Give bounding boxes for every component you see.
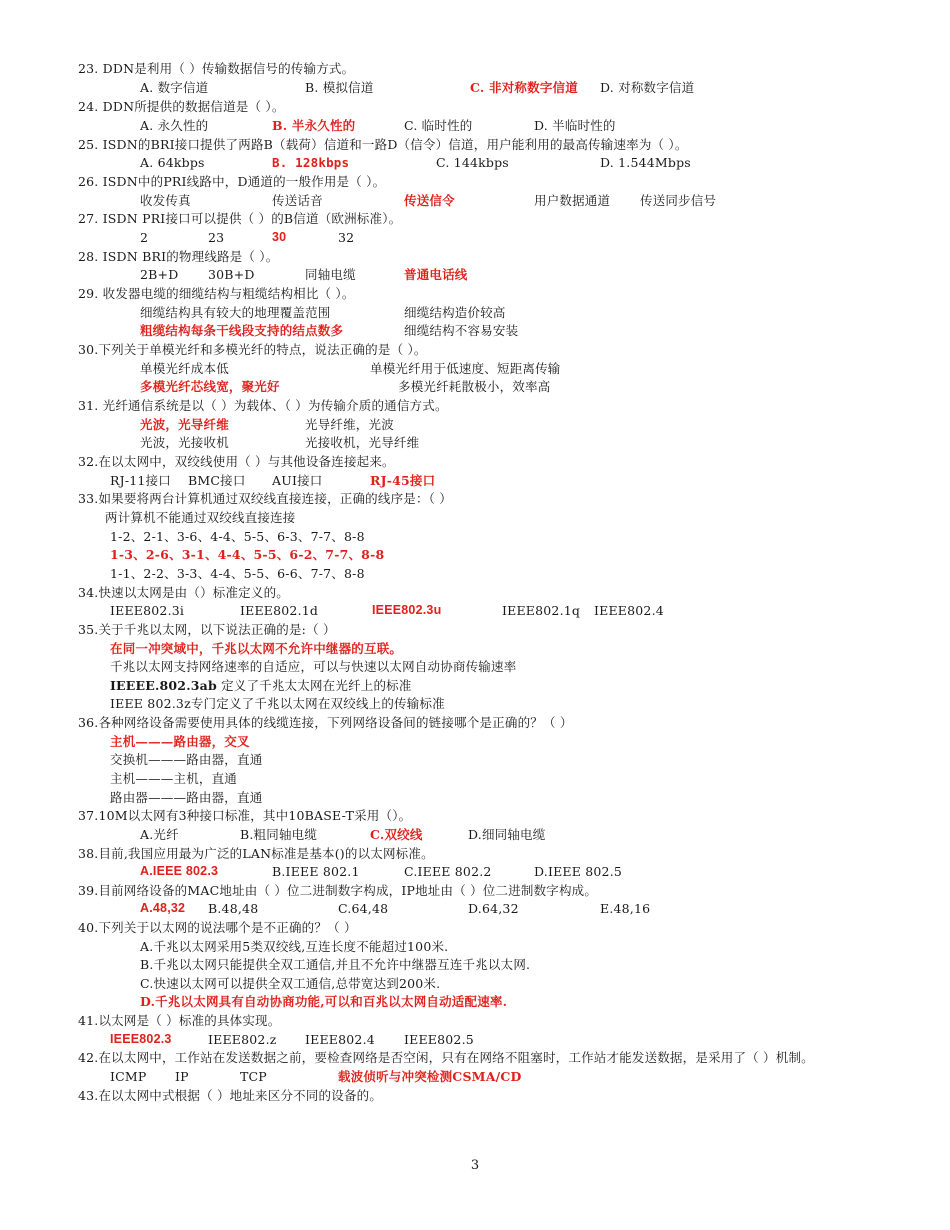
q31-option-c: 光波，光接收机	[140, 435, 229, 450]
q36-option-c: 主机———主机，直通	[110, 771, 238, 786]
q32-option-d-answer: RJ-45接口	[370, 473, 436, 488]
q42-option-b: IP	[175, 1069, 189, 1084]
q24-option-c: C. 临时性的	[404, 118, 473, 133]
q39-option-b: B.48,48	[208, 901, 259, 916]
q26-option-a: 收发传真	[140, 193, 191, 208]
q41-option-c: IEEE802.4	[305, 1032, 375, 1047]
q23-option-d: D. 对称数字信道	[600, 80, 695, 95]
q32-option-a: RJ-11接口	[110, 473, 171, 488]
q34-option-a: IEEE802.3i	[110, 603, 185, 618]
q39-option-d: D.64,32	[468, 901, 519, 916]
question-33-stem: 33.如果要将两台计算机通过双绞线直接连接，正确的线序是：（ ）	[78, 491, 453, 506]
q35-option-c-text: 定义了千兆太太网在光纤上的标准	[216, 678, 412, 693]
q33-option-c-answer: 1-3、2-6、3-1、4-4、5-5、6-2、7-7、8-8	[110, 547, 385, 562]
q42-option-d-answer: 载波侦听与冲突检测CSMA/CD	[338, 1069, 522, 1084]
q35-option-b: 千兆以太网支持网络速率的自适应，可以与快速以太网自动协商传输速率	[110, 659, 517, 674]
q36-option-a-answer: 主机———路由器，交叉	[110, 734, 250, 749]
q34-option-e: IEEE802.4	[594, 603, 664, 618]
q25-option-c: C. 144kbps	[436, 155, 509, 170]
q39-option-a-answer: A.48,32	[140, 901, 186, 915]
q40-option-b: B.千兆以太网只能提供全双工通信,并且不允许中继器互连千兆以太网.	[140, 957, 531, 972]
question-24-stem: 24. DDN所提供的数据信道是（ ）。	[78, 99, 285, 114]
q30-option-c-answer: 多模光纤芯线宽，聚光好	[140, 379, 280, 394]
q33-option-d: 1-1、2-2、3-3、4-4、5-5、6-6、7-7、8-8	[110, 566, 365, 581]
page-number: 3	[470, 1158, 480, 1173]
q25-option-d: D. 1.544Mbps	[600, 155, 691, 170]
q40-option-d-answer: D.千兆以太网具有自动协商功能,可以和百兆以太网自动适配速率.	[140, 994, 508, 1009]
q26-option-c-answer: 传送信令	[404, 193, 455, 208]
q23-option-a: A. 数字信道	[140, 80, 209, 95]
q27-option-b: 23	[208, 230, 225, 245]
q31-option-b: 光导纤维，光波	[305, 417, 394, 432]
q35-option-c-standard: IEEEE.802.3ab	[110, 678, 217, 693]
q29-option-a: 细缆结构具有较大的地理覆盖范围	[140, 305, 331, 320]
q28-option-a: 2B+D	[140, 267, 179, 282]
q30-option-a: 单模光纤成本低	[140, 361, 229, 376]
q28-option-c: 同轴电缆	[305, 267, 356, 282]
q41-option-a-answer: IEEE802.3	[110, 1032, 172, 1046]
q34-option-b: IEEE802.1d	[240, 603, 319, 618]
q26-option-e: 传送同步信号	[640, 193, 717, 208]
question-36-stem: 36.各种网络设备需要使用具体的线缆连接，下列网络设备间的链接哪个是正确的？（ ）	[78, 715, 573, 730]
q29-option-d: 细缆结构不容易安装	[404, 323, 519, 338]
q40-option-c: C.快速以太网可以提供全双工通信,总带宽达到200米.	[140, 976, 441, 991]
q33-option-b: 1-2、2-1、3-6、4-4、5-5、6-3、7-7、8-8	[110, 529, 365, 544]
q35-option-c	[110, 677, 412, 694]
q31-option-a-answer: 光波，光导纤维	[140, 417, 229, 432]
question-39-stem: 39.目前网络设备的MAC地址由（ ）位二进制数字构成，IP地址由（ ）位二进制数字构成。	[78, 883, 598, 898]
q41-option-b: IEEE802.z	[208, 1032, 277, 1047]
q27-option-a: 2	[140, 230, 149, 245]
question-41-stem: 41.以太网是（ ）标准的具体实现。	[78, 1013, 281, 1028]
question-42-stem: 42.在以太网中，工作站在发送数据之前，要检查网络是否空闲，只有在网络不阻塞时，工作站才能发送数据，是采用了（ ）机制。	[78, 1050, 814, 1065]
q30-option-d: 多模光纤耗散极小，效率高	[398, 379, 551, 394]
q41-option-d: IEEE802.5	[404, 1032, 474, 1047]
question-26-stem: 26. ISDN中的PRI线路中，D通道的一般作用是（ ）。	[78, 174, 386, 189]
q40-option-a: A.千兆以太网采用5类双绞线,互连长度不能超过100米.	[140, 939, 449, 954]
q42-option-c: TCP	[240, 1069, 267, 1084]
q27-option-c-answer: 30	[272, 230, 287, 244]
question-37-stem: 37.10M以太网有3种接口标准，其中10BASE-T采用（）。	[78, 808, 412, 823]
q35-option-d: IEEE 802.3z专门定义了千兆以太网在双绞线上的传输标准	[110, 696, 445, 711]
question-28-stem: 28. ISDN BRI的物理线路是（ ）。	[78, 249, 279, 264]
q38-option-c: C.IEEE 802.2	[404, 864, 492, 879]
q25-option-b-answer: B. 128kbps	[272, 155, 350, 170]
q23-option-b: B. 模拟信道	[305, 80, 374, 95]
q27-option-d: 32	[338, 230, 355, 245]
q34-option-d: IEEE802.1q	[502, 603, 581, 618]
q39-option-e: E.48,16	[600, 901, 651, 916]
q36-option-d: 路由器———路由器，直通	[110, 790, 263, 805]
question-35-stem: 35.关于千兆以太网，以下说法正确的是:（ ）	[78, 622, 336, 637]
q29-option-b: 细缆结构造价较高	[404, 305, 506, 320]
question-29-stem: 29. 收发器电缆的细缆结构与粗缆结构相比（ ）。	[78, 286, 355, 301]
q39-option-c: C.64,48	[338, 901, 389, 916]
q29-option-c-answer: 粗缆结构每条干线段支持的结点数多	[140, 323, 344, 338]
question-23-stem: 23. DDN是利用（ ）传输数据信号的传输方式。	[78, 61, 355, 76]
q32-option-b: BMC接口	[188, 473, 246, 488]
q26-option-d: 用户数据通道	[534, 193, 611, 208]
q31-option-d: 光接收机，光导纤维	[305, 435, 420, 450]
q35-option-a-answer: 在同一冲突域中，千兆以太网不允许中继器的互联。	[110, 641, 403, 656]
question-40-stem: 40.下列关于以太网的说法哪个是不正确的？（ ）	[78, 920, 357, 935]
question-34-stem: 34.快速以太网是由（）标准定义的。	[78, 585, 289, 600]
q28-option-d-answer: 普通电话线	[404, 267, 468, 282]
q37-option-c-answer: C.双绞线	[370, 827, 423, 842]
q34-option-c-answer: IEEE802.3u	[372, 603, 442, 617]
q37-option-a: A.光纤	[140, 827, 179, 842]
question-31-stem: 31. 光纤通信系统是以（ ）为载体、（ ）为传输介质的通信方式。	[78, 398, 448, 413]
question-25-stem: 25. ISDN的BRI接口提供了两路B（载荷）信道和一路D（信令）信道，用户能利用的最高传输速率为（ ）。	[78, 137, 688, 152]
q37-option-b: B.粗同轴电缆	[240, 827, 318, 842]
q28-option-b: 30B+D	[208, 267, 255, 282]
q33-option-a: 两计算机不能通过双绞线直接连接	[105, 510, 296, 525]
q38-option-d: D.IEEE 802.5	[534, 864, 623, 879]
question-30-stem: 30.下列关于单模光纤和多模光纤的特点，说法正确的是（ ）。	[78, 342, 427, 357]
q30-option-b: 单模光纤用于低速度、短距离传输	[370, 361, 561, 376]
question-32-stem: 32.在以太网中，双绞线使用（ ）与其他设备连接起来。	[78, 454, 395, 469]
q24-option-b-answer: B. 半永久性的	[272, 118, 356, 133]
q36-option-b: 交换机———路由器，直通	[110, 752, 263, 767]
q38-option-b: B.IEEE 802.1	[272, 864, 360, 879]
q24-option-a: A. 永久性的	[140, 118, 209, 133]
q23-option-c-answer: C. 非对称数字信道	[470, 80, 578, 95]
q26-option-b: 传送话音	[272, 193, 323, 208]
question-43-stem: 43.在以太网中式根据（ ）地址来区分不同的设备的。	[78, 1088, 383, 1103]
q42-option-a: ICMP	[110, 1069, 147, 1084]
q38-option-a-answer: A.IEEE 802.3	[140, 864, 219, 878]
q25-option-a: A. 64kbps	[140, 155, 205, 170]
q32-option-c: AUI接口	[272, 473, 323, 488]
q37-option-d: D.细同轴电缆	[468, 827, 546, 842]
question-38-stem: 38.目前,我国应用最为广泛的LAN标准是基本()的以太网标准。	[78, 846, 434, 861]
q24-option-d: D. 半临时性的	[534, 118, 616, 133]
question-27-stem: 27. ISDN PRI接口可以提供（ ）的B信道（欧洲标准）。	[78, 211, 402, 226]
